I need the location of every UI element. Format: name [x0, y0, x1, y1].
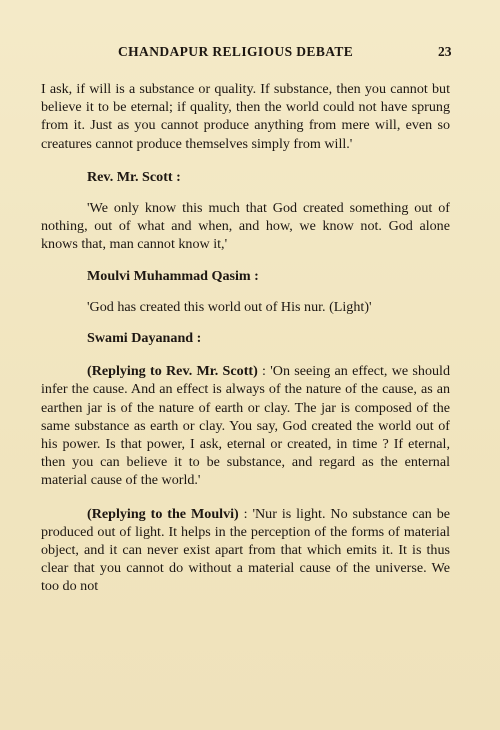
reply-text: : 'On seeing an effect, we should infer the cause. And an effect is always of the nature of the cause, as an earthen jar is of the nature of earth or clay. The jar is composed of the same substance as earth or clay. You say, God created the world out of his power. Is that power, I ask, eternal or created, in time ? If eternal, then you can believe it to be substance, and regard as the enternal material cause of the world.' [41, 363, 451, 489]
speaker-heading: Swami Dayanand : [87, 330, 202, 347]
speaker-heading: Rev. Mr. Scott : [87, 168, 181, 185]
speaker-heading: Moulvi Muhammad Qasim : [87, 267, 259, 284]
page-body [41, 80, 450, 596]
running-title: CHANDAPUR RELIGIOUS DEBATE [118, 44, 354, 59]
page-number: 23 [438, 44, 452, 59]
reply-text: : 'Nur is light. No substance can be produced out of light. It helps in the perception of the forms of material object, and it can never exist apart from that which emits it. It is thus clear that you cannot do without a material cause of the universe. We too do not [41, 505, 450, 595]
paragraph-dayanand-reply-scott [41, 362, 450, 489]
paragraph-scott: 'We only know this much that God created something out of nothing, out of what and when, and how, we know not. God alone knows that, man cannot know it,' [41, 200, 450, 253]
reply-lead: (Replying to the Moulvi) [87, 505, 239, 522]
reply-lead: (Replying to Rev. Mr. Scott) [87, 363, 258, 380]
paragraph-continued: I ask, if will is a substance or quality. If substance, then you cannot but believe it to be eternal; if quality, then the world could not have sprung from it. Just as you cannot produce anything from mere will, even so creatures cannot produce themselves simply from will.' [41, 81, 450, 152]
page-header [0, 44, 500, 68]
paragraph-qasim: 'God has created this world out of His nur. (Light)' [87, 298, 372, 315]
paragraph-dayanand-reply-moulvi [41, 505, 450, 596]
